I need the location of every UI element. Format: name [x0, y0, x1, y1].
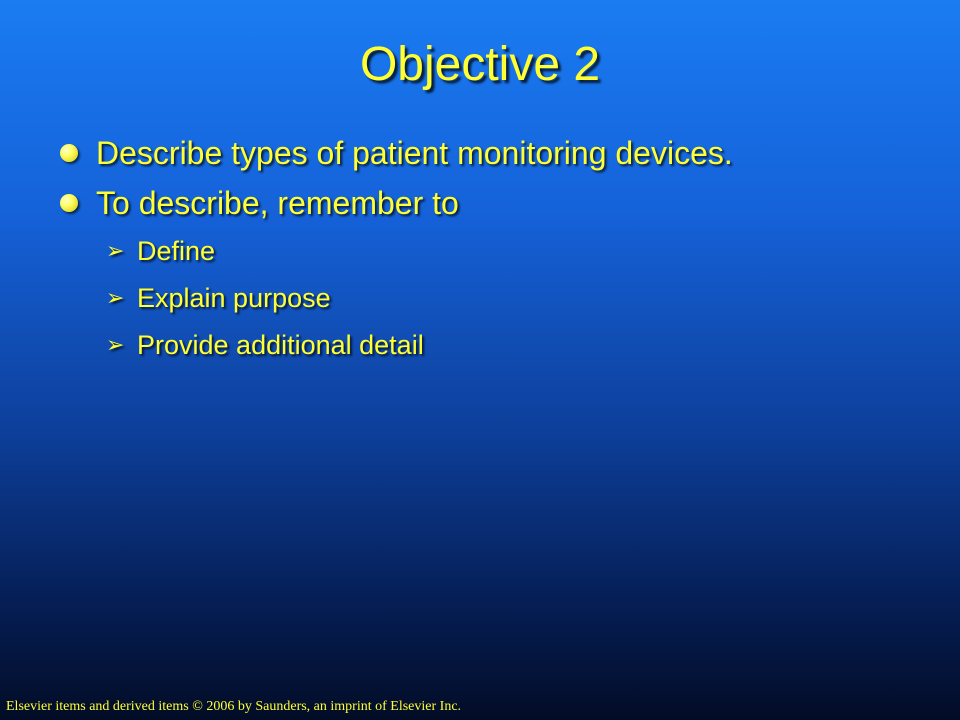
copyright-footer: Elsevier items and derived items © 2006 by Saunders, an imprint of Elsevier Inc.: [6, 699, 462, 714]
sub-bullet-item: [58, 228, 938, 275]
arrow-bullet-icon: ➢: [106, 333, 125, 358]
round-bullet-icon: [60, 194, 78, 212]
sub-bullet-item: [58, 322, 938, 369]
sub-bullet-text: Define: [137, 236, 216, 266]
arrow-bullet-icon: ➢: [106, 286, 125, 311]
bullet-item: [58, 178, 938, 228]
bullet-text: To describe, remember to: [96, 185, 459, 221]
bullet-item: [58, 128, 938, 178]
bullet-text: Describe types of patient monitoring devices.: [96, 135, 733, 171]
bullet-list: [58, 128, 938, 369]
sub-bullet-text: Explain purpose: [137, 283, 331, 313]
arrow-bullet-icon: ➢: [106, 239, 125, 264]
sub-bullet-text: Provide additional detail: [137, 330, 424, 360]
round-bullet-icon: [60, 144, 78, 162]
slide-title: Objective 2: [359, 38, 601, 91]
sub-bullet-item: [58, 275, 938, 322]
